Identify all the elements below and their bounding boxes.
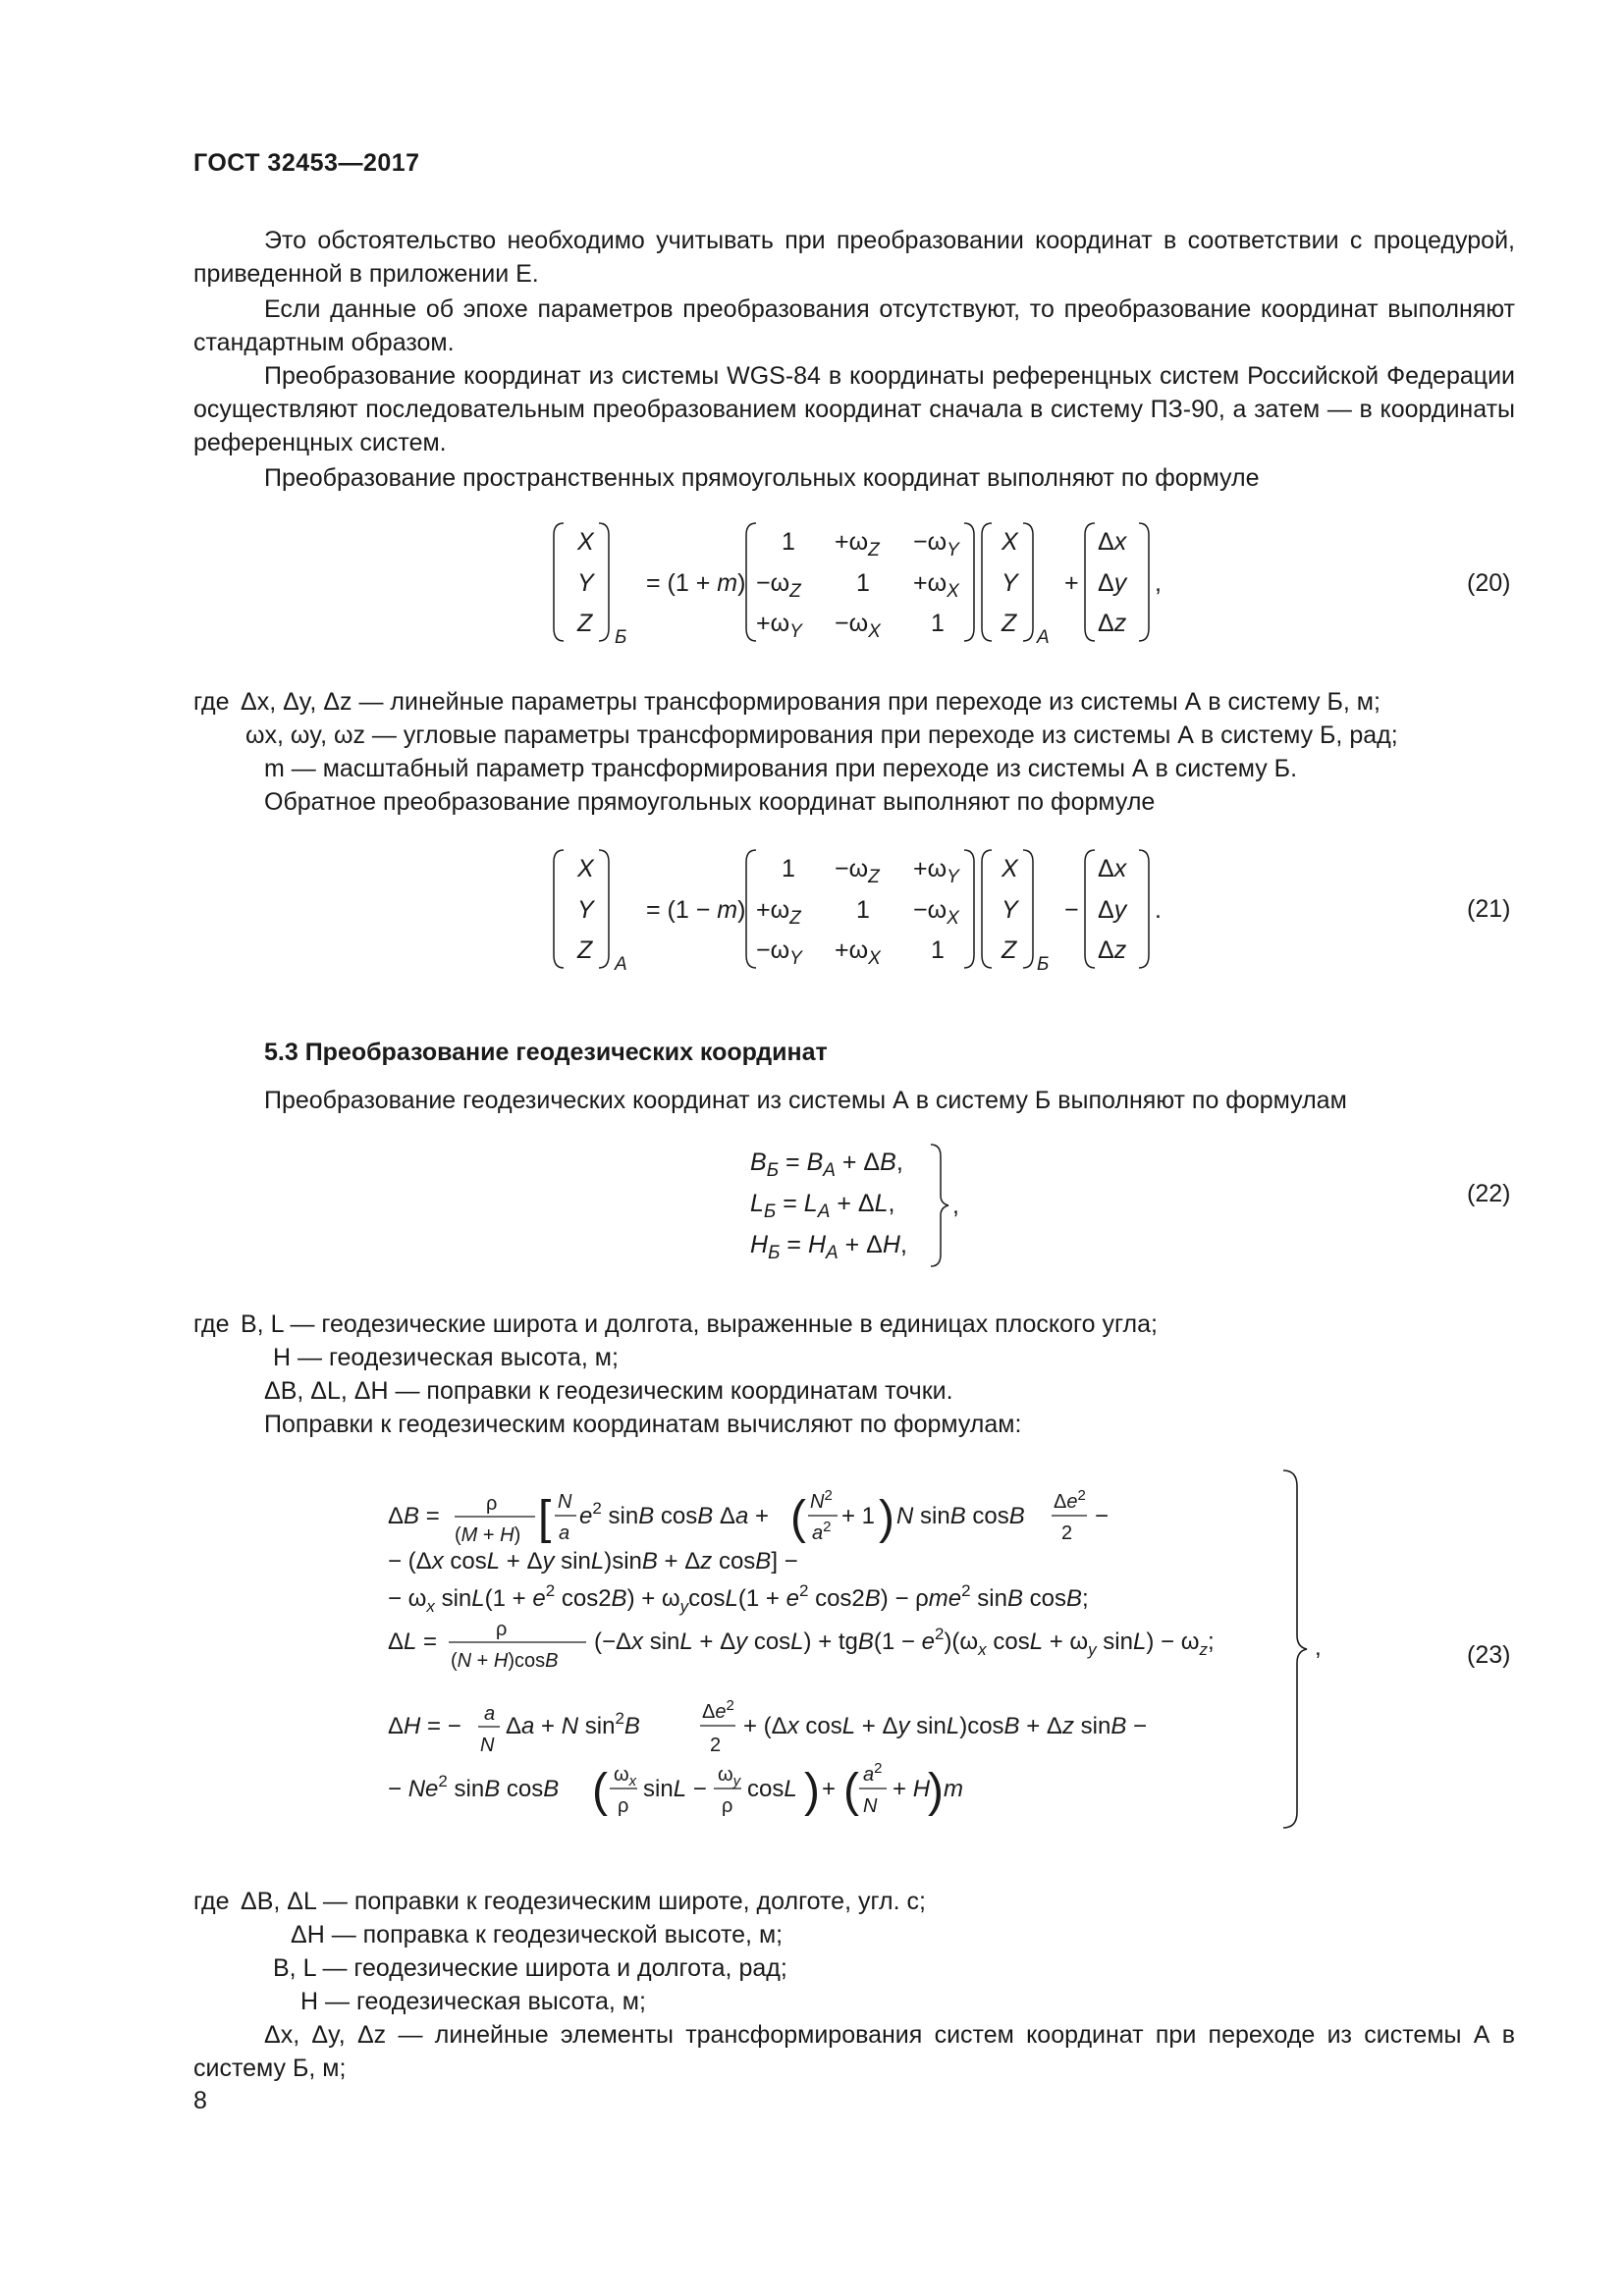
svg-text:.: .	[1155, 896, 1162, 924]
svg-text:2: 2	[710, 1735, 722, 1756]
svg-text:−ωZ: $-\omega_Z$	[835, 855, 880, 887]
paragraph-6: Преобразование геодезических координат из системы А в систему Б выполняют по формулам	[264, 1087, 1347, 1114]
svg-text:Y: Y	[577, 896, 594, 924]
svg-text:Δy: Δy	[1098, 569, 1127, 597]
eq23-definition-4: H — геодезическая высота, м;	[300, 1988, 646, 2015]
svg-text:X: X	[1001, 528, 1018, 556]
paragraph-1: Это обстоятельство необходимо учитывать при преобразовании координат в соответствии с процедурой, приведенной в приложении Е.	[193, 227, 1515, 288]
svg-text:,: ,	[1155, 569, 1162, 597]
svg-text:a: a	[559, 1522, 570, 1544]
svg-text:+ωY: $+\omega_Y$	[913, 855, 959, 887]
svg-text:+ωY: $+\omega_Y$	[756, 610, 802, 642]
svg-text:(M + H): (M + H)	[455, 1524, 521, 1546]
svg-text:1: 1	[782, 855, 795, 882]
svg-text:ΔH = −: ΔH = −	[388, 1713, 461, 1739]
section-title: 5.3 Преобразование геодезических координат	[264, 1039, 828, 1066]
svg-text:Δz: Δz	[1098, 610, 1127, 637]
paragraph-4: Преобразование пространственных прямоугольных координат выполняют по формуле	[264, 464, 1260, 492]
svg-text:(: (	[843, 1765, 859, 1817]
eq22-definition-2: H — геодезическая высота, м;	[273, 1344, 619, 1371]
svg-text:Z: Z	[1001, 610, 1017, 637]
svg-text:= (1 + m): = (1 + m)	[646, 569, 746, 597]
equation-22-number: (22)	[1467, 1180, 1511, 1207]
svg-text:(: (	[592, 1765, 608, 1817]
svg-text:Δx: Δx	[1098, 855, 1127, 882]
svg-text:+: +	[822, 1776, 837, 1802]
svg-text:−ωX: $-\omega_X$	[913, 896, 959, 929]
svg-text:Δz: Δz	[1098, 936, 1127, 964]
svg-text:LБ = LА + ΔL,: $L_Б = L_А + \Delta L$,	[750, 1190, 895, 1222]
svg-text:N sinB cosB: N sinB cosB	[896, 1503, 1025, 1529]
equation-20-number: (20)	[1467, 569, 1511, 597]
svg-text:X: X	[577, 528, 594, 556]
svg-text:А: А	[615, 954, 627, 975]
paragraph-3: Преобразование координат из системы WGS-84 в координаты референцных систем Российской Федерации осуществляют последовательным преобразованием координат сначала в систему ПЗ-90, а затем — в координаты референцных систем.	[193, 362, 1515, 456]
svg-text:(: (	[790, 1492, 806, 1544]
page-number: 8	[193, 2087, 207, 2114]
svg-text:ρ: ρ	[618, 1795, 629, 1817]
svg-text:+ωZ: $+\omega_Z$	[756, 896, 801, 929]
svg-text:ΔB =: ΔB =	[388, 1503, 440, 1529]
paragraph-7: Поправки к геодезическим координатам вычисляют по формулам:	[264, 1411, 1022, 1438]
svg-text:−ωY: $-\omega_Y$	[756, 936, 802, 969]
svg-text:2: 2	[1061, 1522, 1073, 1544]
svg-text:): )	[804, 1765, 820, 1817]
svg-text:Z: Z	[577, 936, 593, 964]
svg-text:+ωX: $+\omega_X$	[913, 569, 959, 602]
svg-text:− ωx sinL(1 + e2 cos2B) + ωyco: − $\omega_x$ $\sin L(1 + e^2$ $\cos 2B) + \omega_y\cos L(1 + e^2$ cos2B) − ρme$^2$ sinB cosB;	[388, 1581, 1089, 1616]
eq20-definition-2: ωx, ωy, ωz — угловые параметры трансформирования при переходе из системы А в систему Б, рад;	[245, 721, 1398, 749]
eq20-definition-3: m — масштабный параметр трансформирования при переходе из системы А в систему Б.	[264, 755, 1298, 782]
svg-text:+ωX: $+\omega_X$	[835, 936, 881, 969]
equation-21-number: (21)	[1467, 895, 1511, 923]
svg-text:1: 1	[856, 569, 870, 597]
svg-text:e2 sinB cosB Δa +: $e^2$ sinB cosB Δa +	[579, 1499, 769, 1529]
svg-text:ωx: $\omega_x$	[614, 1764, 637, 1789]
svg-text:−ωZ: $-\omega_Z$	[756, 569, 801, 602]
svg-text:N: N	[480, 1735, 495, 1756]
paragraph-5: Обратное преобразование прямоугольных координат выполняют по формуле	[264, 788, 1156, 816]
svg-text:,: ,	[952, 1192, 959, 1219]
svg-text:+ H: + H	[893, 1776, 931, 1802]
eq22-definition-1: B, L — геодезические широта и долгота, выраженные в единицах плоского угла;	[241, 1310, 1158, 1338]
svg-text:−ωY: $-\omega_Y$	[913, 528, 959, 561]
svg-text:1: 1	[931, 610, 945, 637]
svg-text:Δa + N sin2B: Δa + N $\sin^2B$	[506, 1709, 640, 1739]
equation-20	[550, 515, 1198, 653]
svg-text:= (1 − m): = (1 − m)	[646, 896, 746, 924]
svg-text:А: А	[1037, 627, 1050, 648]
svg-text:(−Δx sinL + Δy cosL) + tgB(1 −: (−Δx sinL + Δy $\cos L) + tgB(1 - e^2)(\omega_x$ $\cos L + \omega_y$ $\sin L) - \omega_z$;	[594, 1625, 1215, 1659]
svg-text:ρ: ρ	[496, 1619, 508, 1640]
svg-text:Δe2: $\Delta e^2$	[702, 1697, 734, 1723]
svg-text:Z: Z	[577, 610, 593, 637]
svg-text:[: [	[538, 1492, 552, 1544]
svg-text:,: ,	[1315, 1634, 1322, 1661]
svg-text:Y: Y	[1001, 569, 1018, 597]
eq20-definition-1: Δx, Δy, Δz — линейные параметры трансформирования при переходе из системы А в систему Б, м;	[241, 688, 1380, 716]
equation-21	[550, 842, 1198, 980]
svg-text:N2: $N^2$	[810, 1487, 833, 1513]
svg-text:N: N	[558, 1491, 572, 1513]
svg-text:a: a	[484, 1703, 496, 1725]
svg-text:Y: Y	[1001, 896, 1018, 924]
svg-text:BБ = BА + ΔB,: $B_Б = B_А + \Delta B$,	[750, 1148, 903, 1181]
equation-22	[746, 1139, 982, 1276]
svg-text:cosL: cosL	[747, 1776, 797, 1802]
svg-text:− Ne2 sinB cosB: − $Ne^2$ sinB cosB	[388, 1772, 560, 1802]
svg-text:Z: Z	[1001, 936, 1017, 964]
svg-text:ΔL =: ΔL =	[388, 1629, 438, 1655]
equation-23	[378, 1463, 1340, 1836]
svg-text:): )	[879, 1492, 894, 1544]
svg-text:N: N	[863, 1795, 878, 1817]
svg-text:+ (Δx cosL + Δy sinL)cosB + Δz: + (Δx cosL + Δy sinL)cosB + Δz sinB −	[743, 1713, 1148, 1739]
svg-text:− (Δx cosL + Δy sinL)sinB + Δz: − (Δx cosL + Δy sinL)sinB + Δz cosB] −	[388, 1548, 798, 1575]
svg-text:Б: Б	[615, 627, 627, 648]
svg-text:a2: $a^2$	[863, 1760, 883, 1786]
eq22-definition-3: ΔB, ΔL, ΔH — поправки к геодезическим координатам точки.	[264, 1377, 953, 1405]
svg-text:(N + H)cosB: (N + H)cosB	[451, 1650, 559, 1672]
svg-text:+: +	[1064, 569, 1079, 597]
svg-text:Y: Y	[577, 569, 594, 597]
svg-text:Δy: Δy	[1098, 896, 1127, 924]
eq23-definition-5: Δx, Δy, Δz — линейные элементы трансформирования систем координат при переходе из системы А в систему Б, м;	[193, 2021, 1515, 2082]
svg-text:+ωZ: $+\omega_Z$	[835, 528, 880, 561]
equation-23-number: (23)	[1467, 1641, 1511, 1669]
svg-text:−: −	[1064, 896, 1079, 924]
svg-text:1: 1	[931, 936, 945, 964]
svg-text:ρ: ρ	[722, 1795, 733, 1817]
svg-text:HБ = HА + ΔH,: $H_Б = H_А + \Delta H$,	[750, 1231, 907, 1263]
svg-text:−: −	[1095, 1503, 1110, 1529]
paragraph-2: Если данные об эпохе параметров преобразования отсутствуют, то преобразование координат выполняют стандартным образом.	[193, 295, 1515, 356]
eq23-definition-3: B, L — геодезические широта и долгота, рад;	[273, 1954, 787, 1982]
svg-text:1: 1	[782, 528, 795, 556]
svg-text:ωy: $\omega_y$	[718, 1764, 741, 1789]
svg-text:+ 1: + 1	[841, 1503, 876, 1529]
eq23-definition-1: ΔB, ΔL — поправки к геодезическим широте, долготе, угл. с;	[241, 1888, 926, 1915]
svg-text:ρ: ρ	[486, 1493, 498, 1515]
svg-text:a2: $a^2$	[812, 1519, 832, 1544]
svg-text:X: X	[577, 855, 594, 882]
svg-text:1: 1	[856, 896, 870, 924]
eq20-where-label: где	[193, 688, 230, 716]
svg-text:m: m	[944, 1776, 963, 1802]
svg-text:−ωX: $-\omega_X$	[835, 610, 881, 642]
eq22-where-label: где	[193, 1310, 230, 1338]
eq23-definition-2: ΔH — поправка к геодезической высоте, м;	[291, 1921, 784, 1949]
svg-text:Б: Б	[1037, 954, 1050, 975]
svg-text:sinL −: sinL −	[643, 1776, 707, 1802]
eq23-where-label: где	[193, 1888, 230, 1915]
svg-text:Δx: Δx	[1098, 528, 1127, 556]
svg-text:X: X	[1001, 855, 1018, 882]
document-header: ГОСТ 32453—2017	[193, 149, 420, 177]
svg-text:Δe2: $\Delta e^2$	[1054, 1487, 1086, 1513]
svg-text:): )	[928, 1765, 944, 1817]
